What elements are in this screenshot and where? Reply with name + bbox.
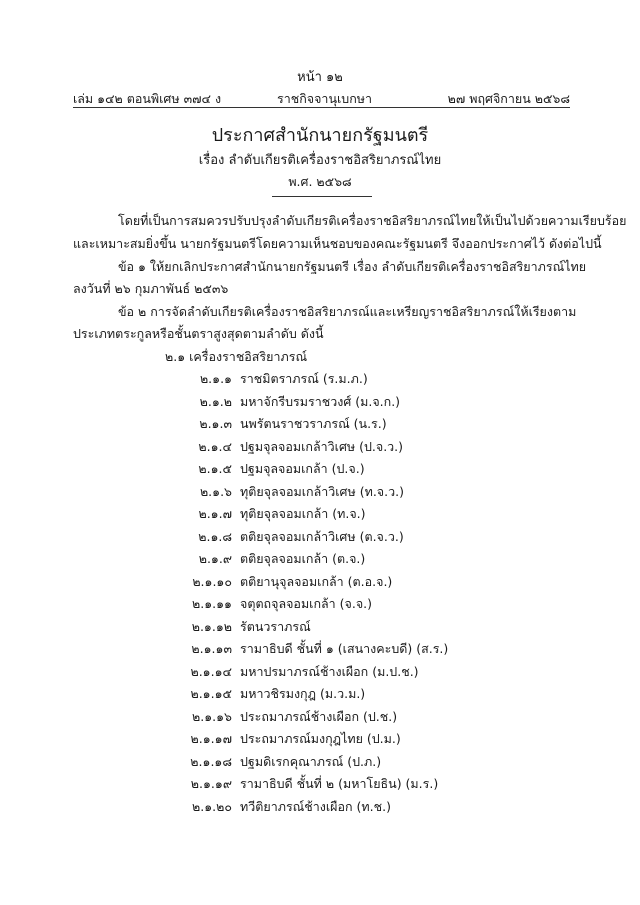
list-item-name: รามาธิบดี ชั้นที่ ๑ (เสนางคะบดี) (ส.ร.) <box>240 641 449 656</box>
header-divider <box>73 107 570 108</box>
list-item-name: มหาจักรีบรมราชวงศ์ (ม.จ.ก.) <box>240 393 401 409</box>
list-item-number: ๒.๑.๓ <box>199 416 232 431</box>
document-subject: เรื่อง ลำดับเกียรติเครื่องราชอิสริยาภรณ์ไทย <box>198 153 442 168</box>
section-heading: ๒.๑ เครื่องราชอิสริยาภรณ์ <box>165 349 308 364</box>
list-item-name: ปฐมจุลจอมเกล้าวิเศษ (ป.จ.ว.) <box>240 438 404 454</box>
list-item-name: ตติยจุลจอมเกล้า (ต.จ.) <box>240 551 366 566</box>
publication-date: ๒๗ พฤศจิกายน ๒๕๖๘ <box>447 91 570 106</box>
list-item-number: ๒.๑.๑๐ <box>192 573 232 589</box>
list-item-name: ทุติยจุลจอมเกล้าวิเศษ (ท.จ.ว.) <box>240 483 404 499</box>
list-item-name: ตติยานุจุลจอมเกล้า (ต.อ.จ.) <box>240 573 393 589</box>
list-item-number: ๒.๑.๑ <box>199 371 232 386</box>
list-item-name: นพรัตนราชวราภรณ์ (น.ร.) <box>240 416 387 431</box>
list-item-name: ทวีติยาภรณ์ช้างเผือก (ท.ช.) <box>240 798 391 814</box>
list-item-name: รัตนวราภรณ์ <box>240 618 311 634</box>
list-item-name: ทุติยจุลจอมเกล้า (ท.จ.) <box>240 506 366 521</box>
list-item-number: ๒.๑.๙ <box>198 551 232 566</box>
list-item-name: ปฐมดิเรกคุณาภรณ์ (ป.ภ.) <box>240 753 382 769</box>
list-item-number: ๒.๑.๑๔ <box>190 663 232 679</box>
list-item-name: ตติยจุลจอมเกล้าวิเศษ (ต.จ.ว.) <box>240 528 404 544</box>
list-item-number: ๒.๑.๔ <box>198 438 232 454</box>
list-item-number: ๒.๑.๑๓ <box>191 641 232 656</box>
list-item-number: ๒.๑.๒ <box>199 393 232 409</box>
list-item-number: ๒.๑.๑๑ <box>192 596 232 611</box>
page-number: หน้า ๑๒ <box>297 70 343 85</box>
list-item-number: ๒.๑.๕ <box>198 461 232 476</box>
list-item-name: มหาวชิรมงกุฎ (ม.ว.ม.) <box>240 686 366 701</box>
clause-1-line-2: ลงวันที่ ๒๖ กุมภาพันธ์ ๒๕๓๖ <box>73 281 229 296</box>
title-divider <box>272 196 372 197</box>
list-item-name: ประถมาภรณ์ช้างเผือก (ป.ช.) <box>240 708 398 724</box>
clause-1-line-1: ข้อ ๑ ให้ยกเลิกประกาศสำนักนายกรัฐมนตรี เรื่อง ลำดับเกียรติเครื่องราชอิสริยาภรณ์ไทย <box>118 259 587 274</box>
list-item-name: มหาปรมาภรณ์ช้างเผือก (ม.ป.ช.) <box>240 663 419 679</box>
list-item-number: ๒.๑.๘ <box>198 528 232 544</box>
list-item-name: ประถมาภรณ์มงกุฎไทย (ป.ม.) <box>240 731 401 746</box>
list-item-number: ๒.๑.๑๖ <box>192 708 232 724</box>
gazette-name: ราชกิจจานุเบกษา <box>277 91 373 106</box>
volume-info: เล่ม ๑๔๒ ตอนพิเศษ ๓๗๔ ง <box>73 91 222 106</box>
clause-2-line-1: ข้อ ๒ การจัดลำดับเกียรติเครื่องราชอิสริยาภรณ์และเหรียญราชอิสริยาภรณ์ให้เรียงตาม <box>118 304 577 319</box>
intro-line-1: โดยที่เป็นการสมควรปรับปรุงลำดับเกียรติเครื่องราชอิสริยาภรณ์ไทยให้เป็นไปด้วยความเรียบร้อย <box>118 213 627 228</box>
list-item-name: จตุตถจุลจอมเกล้า (จ.จ.) <box>240 596 373 611</box>
list-item-number: ๒.๑.๗ <box>198 506 232 521</box>
list-item-name: รามาธิบดี ชั้นที่ ๒ (มหาโยธิน) (ม.ร.) <box>240 776 439 791</box>
list-item-number: ๒.๑.๑๙ <box>190 776 232 791</box>
list-item-name: ราชมิตราภรณ์ (ร.ม.ภ.) <box>240 371 368 386</box>
list-item-number: ๒.๑.๑๘ <box>190 753 232 769</box>
document-year: พ.ศ. ๒๕๖๘ <box>288 174 352 189</box>
list-item-number: ๒.๑.๑๗ <box>190 731 232 746</box>
list-item-number: ๒.๑.๖ <box>199 483 232 499</box>
clause-2-line-2: ประเภทตระกูลหรือชั้นตราสูงสุดตามลำดับ ดังนี้ <box>73 326 324 341</box>
list-item-number: ๒.๑.๑๒ <box>191 618 232 634</box>
list-item-name: ปฐมจุลจอมเกล้า (ป.จ.) <box>240 461 365 476</box>
intro-line-2: และเหมาะสมยิ่งขึ้น นายกรัฐมนตรีโดยความเห็นชอบของคณะรัฐมนตรี จึงออกประกาศไว้ ดังต่อไปนี้ <box>73 236 602 251</box>
list-item-number: ๒.๑.๒๐ <box>192 798 232 814</box>
list-item-number: ๒.๑.๑๕ <box>190 686 232 701</box>
document-title: ประกาศสำนักนายกรัฐมนตรี <box>211 125 429 146</box>
